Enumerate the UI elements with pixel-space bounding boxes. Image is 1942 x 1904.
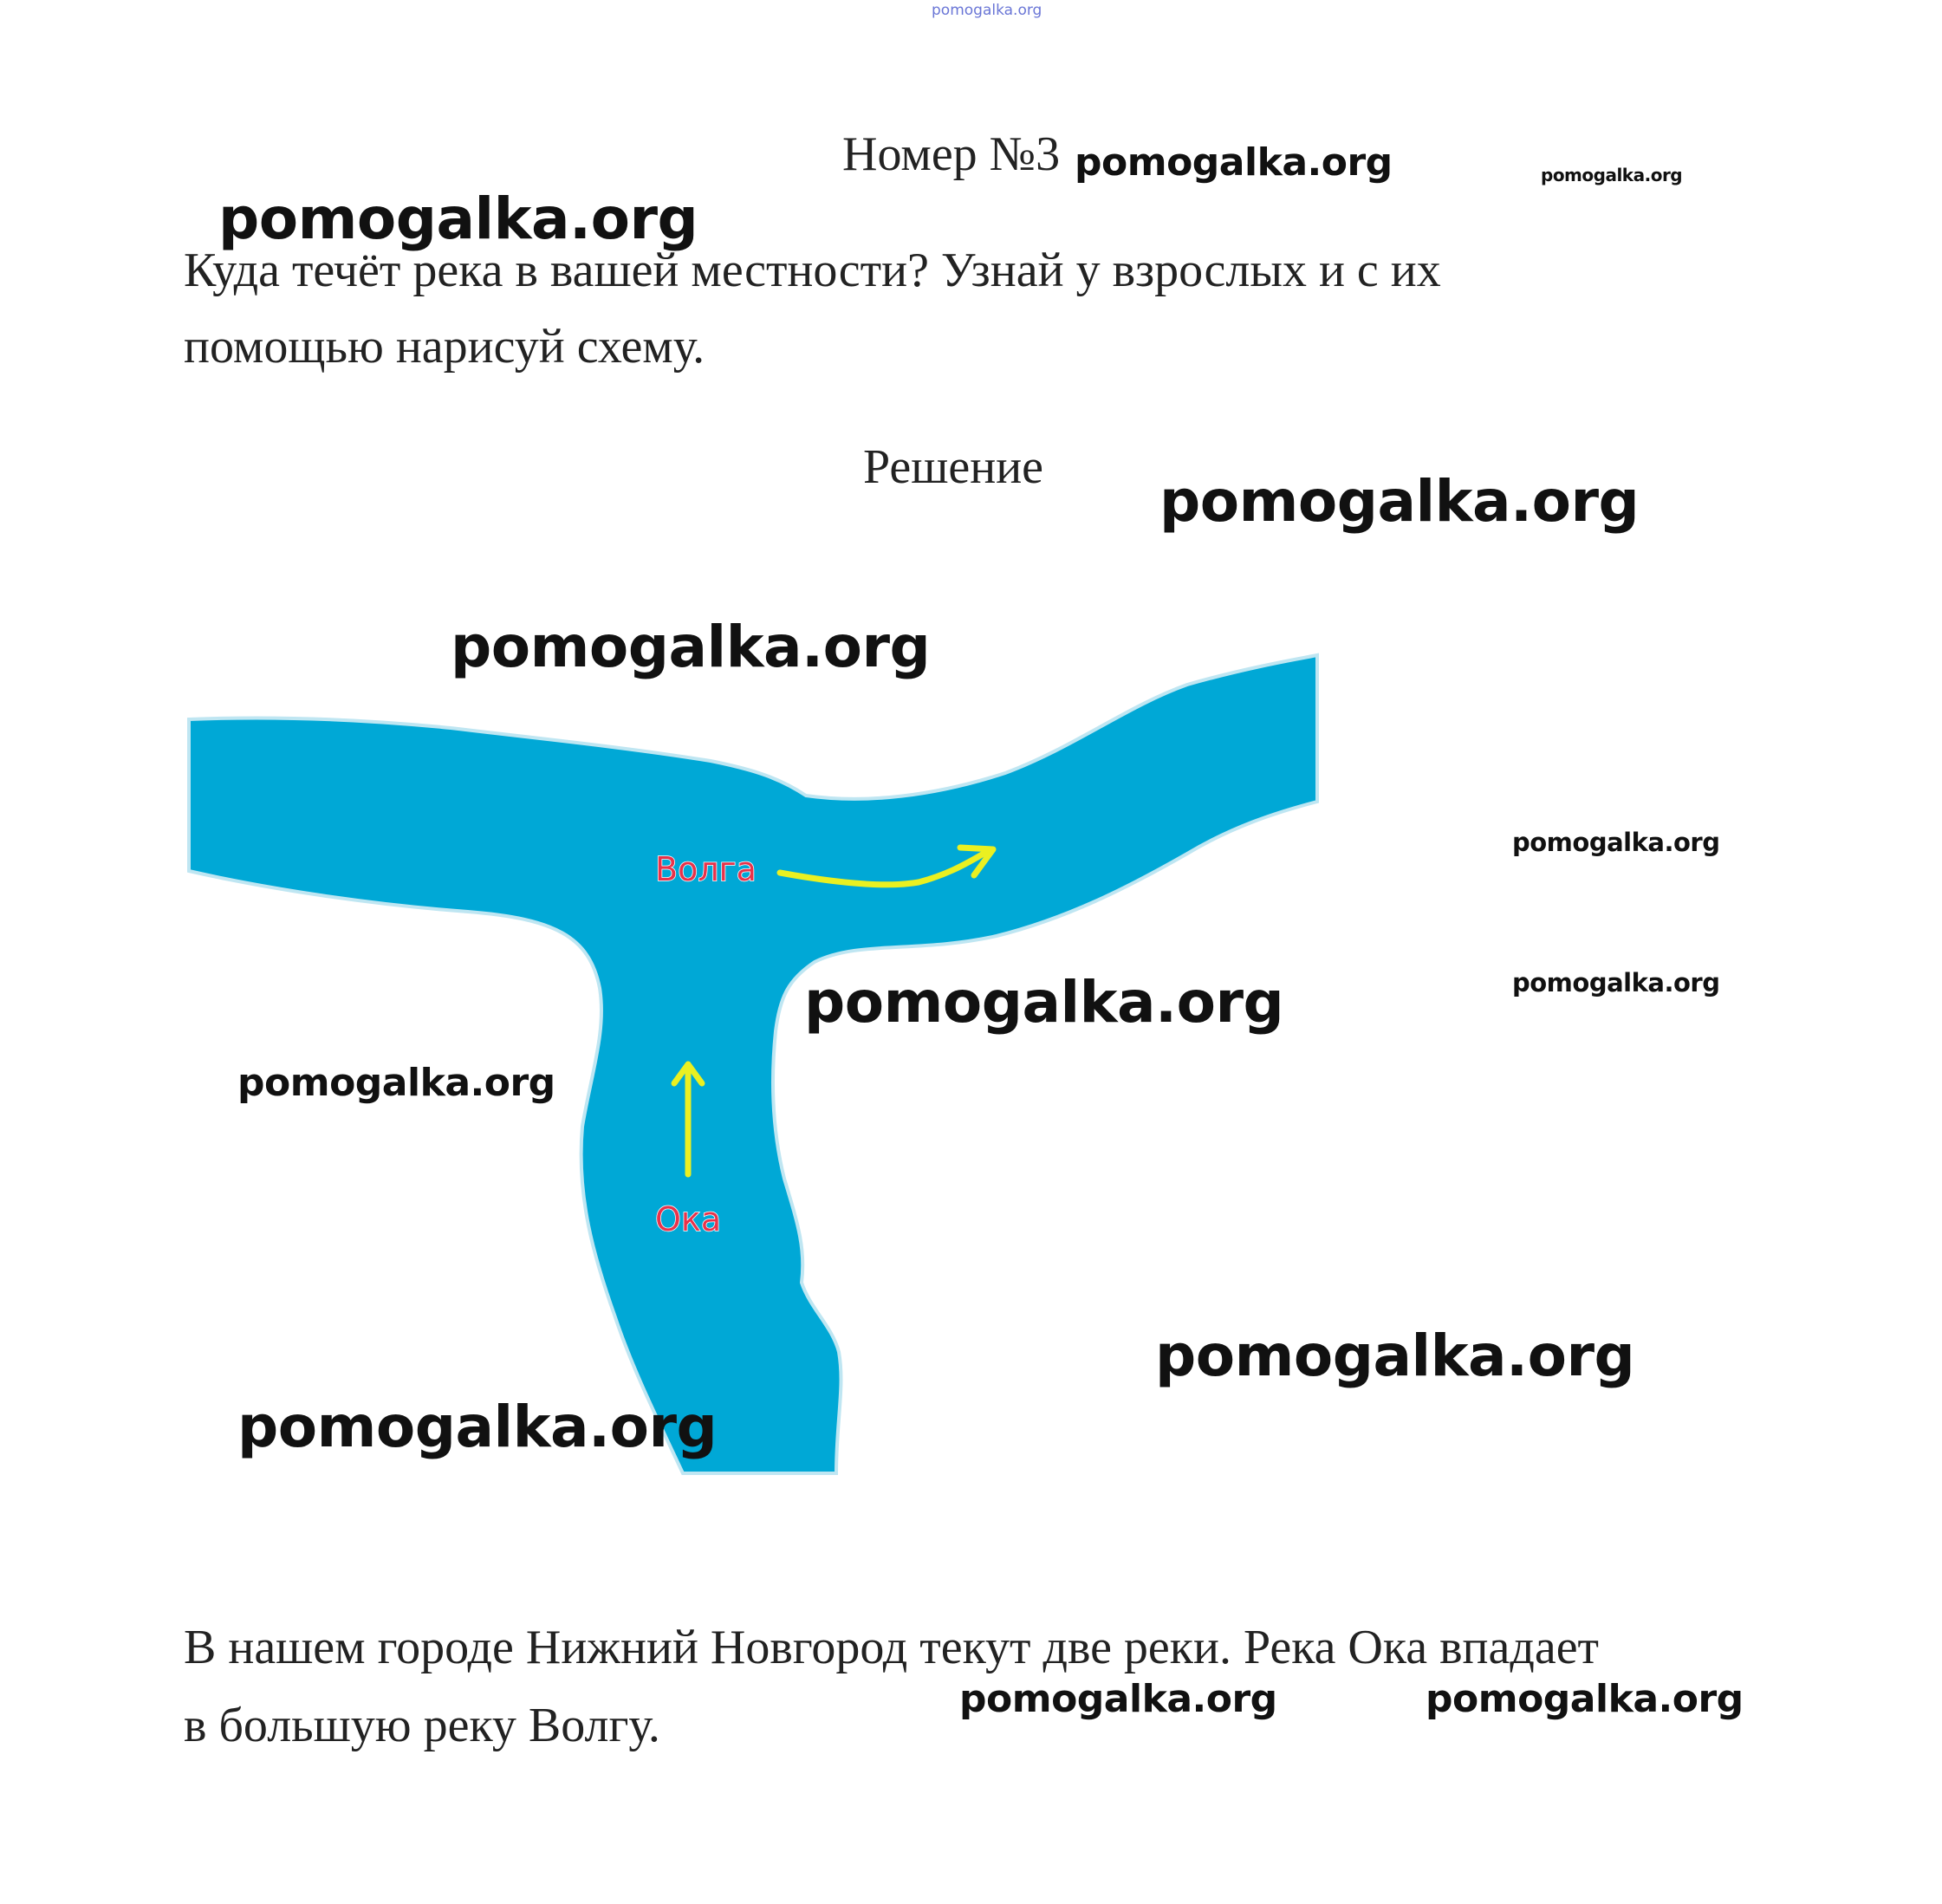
oka-label: Ока (655, 1200, 722, 1238)
answer-line-1: В нашем городе Нижний Новгород текут две реки. Река Ока впадает (184, 1621, 1600, 1674)
solution-heading: Решение (863, 440, 1044, 494)
question-line-1: Куда течёт река в вашей местности? Узнай у взрослых и с их (184, 244, 1441, 297)
watermark: pomogalka.org (1155, 1322, 1635, 1389)
watermark: pomogalka.org (1075, 140, 1393, 185)
watermark: pomogalka.org (237, 1394, 718, 1460)
watermark: pomogalka.org (959, 1677, 1277, 1721)
question-line-2: помощью нарисуй схему. (184, 320, 705, 374)
watermark: pomogalka.org (804, 969, 1284, 1036)
watermark: pomogalka.org (218, 185, 698, 252)
watermark: pomogalka.org (451, 614, 931, 680)
answer-line-2: в большую реку Волгу. (184, 1699, 660, 1752)
watermark: pomogalka.org (1159, 468, 1640, 535)
watermark: pomogalka.org (1512, 828, 1720, 857)
watermark: pomogalka.org (1426, 1677, 1744, 1721)
top-watermark: pomogalka.org (932, 2, 1042, 19)
watermark: pomogalka.org (1512, 968, 1720, 997)
page-title: Номер №3 (842, 127, 1061, 181)
watermark: pomogalka.org (1541, 165, 1683, 185)
volga-label: Волга (655, 850, 757, 888)
watermark: pomogalka.org (237, 1061, 555, 1105)
